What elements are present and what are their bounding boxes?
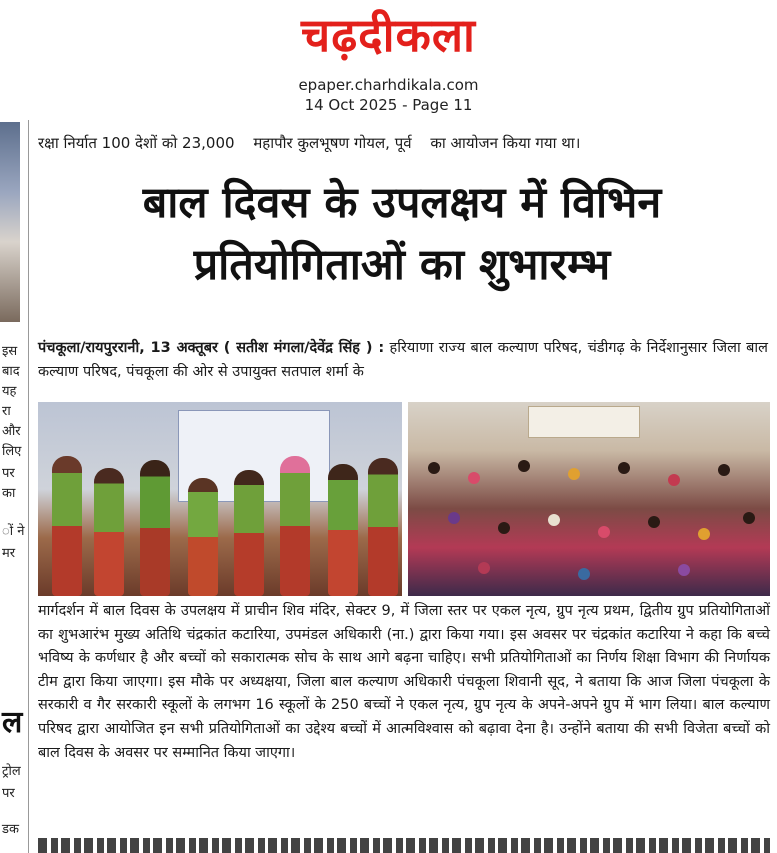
crowd-figure [428, 462, 440, 474]
left-fragment: यह [2, 384, 17, 399]
left-fragment: और [2, 424, 21, 439]
left-fragment: ट्रोल [2, 764, 21, 779]
left-fragment: रा [2, 404, 11, 419]
previous-story-fragment: महापौर कुलभूषण गोयल, पूर्व [253, 134, 412, 152]
crowd-figure [678, 564, 690, 576]
edition-date-page: 14 Oct 2025 - Page 11 [304, 96, 473, 114]
previous-story-fragment: का आयोजन किया गया था। [430, 134, 581, 152]
dancer-figure [94, 468, 124, 596]
left-fragment: का [2, 486, 16, 501]
dancer-figure [140, 460, 170, 596]
crowd-figure [598, 526, 610, 538]
lead-text: हरियाणा राज्य बाल कल्याण परिषद, चंडीगढ़ के निर्देशानुसार जिला बाल कल्याण परिषद, पंचकूला की ओर से उपायुक्त सतपाल शर्मा के [38, 340, 769, 380]
dancer-figure [280, 456, 310, 596]
previous-story-fragment: रक्षा निर्यात 100 देशों को 23,000 [38, 134, 235, 152]
left-fragment: ों ने [2, 524, 25, 539]
headline-line: प्रतियोगिताओं का शुभारम्भ [193, 240, 611, 290]
crowd-figure [568, 468, 580, 480]
photo-dancers-stage [38, 402, 402, 596]
crowd-figure [548, 514, 560, 526]
dancer-figure [188, 478, 218, 596]
next-headline-clipped [38, 838, 770, 853]
crowd-figure [718, 464, 730, 476]
photo-children-group [408, 402, 770, 596]
hall-banner [528, 406, 640, 438]
article-body: मार्गदर्शन में बाल दिवस के उपलक्षय में प्राचीन शिव मंदिर, सेक्टर 9, में जिला स्तर पर एकल नृत्य, ग्रुप नृत्य प्रथम, द्वितीय ग्रुप प्रतियोगिताओं का शुभआरंभ मुख्य अतिथि चंद्रकांत कटारिया, उपमंडल अधिकारी (ना.) द्वारा किया गया। इस अवसर पर चंद्रकांत कटारिया ने कहा कि बच्चे भविष्य के कर्णधार है और बच्चों को सकारात्मक सोच के साथ आगे बढ़ना चाहिए। सभी प्रतियोगिताओं का निर्णय शिक्षा विभाग की निर्णायक टीम द्वारा किया जाएगा। इस मौके पर अध्यक्षया, जिला बाल कल्याण अधिकारी पंचकूला शिवानी सूद, ने बताया कि आज जिला पंचकूला के सरकारी व गैर सरकारी स्कूलों के लगभग 16 स्कूलों के 250 बच्चों ने एकल नृत्य, ग्रुप नृत्य के अपने-अपने ग्रुप में भाग लिया। बाल कल्याण परिषद द्वारा आयोजित इन सभी प्रतियोगिताओं का उद्देश्य बच्चों में आत्मविश्वास को बढ़ावा देना है। उन्होंने बताया की सभी विजेता बच्चों को बाल दिवस के अवसर पर सम्मानित किया जाएगा। [38, 603, 770, 761]
left-fragment: बाद [2, 364, 20, 379]
crowd-figure [648, 516, 660, 528]
left-big-glyph: ल [2, 705, 23, 740]
column-divider [28, 120, 29, 853]
left-fragment: लिए [2, 444, 22, 459]
dancer-figure [328, 464, 358, 596]
crowd-figure [618, 462, 630, 474]
headline-line: बाल दिवस के उपलक्षय में विभिन [142, 178, 662, 228]
left-neighbour-column [0, 120, 27, 853]
left-fragment: मर [2, 546, 16, 561]
crowd-figure [518, 460, 530, 472]
article-headline [34, 172, 770, 296]
masthead [0, 0, 777, 120]
left-neighbour-photo [0, 122, 20, 322]
crowd-figure [498, 522, 510, 534]
left-fragment: डक [2, 822, 19, 837]
crowd-figure [668, 474, 680, 486]
dancer-figure [368, 458, 398, 596]
crowd-figure [448, 512, 460, 524]
crowd-figure [468, 472, 480, 484]
crowd-figure [578, 568, 590, 580]
left-fragment: इस [2, 344, 18, 359]
newspaper-logo: चढ़दीकला [301, 8, 476, 62]
left-fragment: पर [2, 786, 15, 801]
dateline: पंचकूला/रायपुररानी, 13 अक्तूबर ( सतीश मंगला/देवेंद्र सिंह ) : [38, 340, 385, 356]
dancer-figure [234, 470, 264, 596]
crowd-figure [743, 512, 755, 524]
previous-story-line [38, 133, 768, 153]
crowd-figure [698, 528, 710, 540]
dancer-figure [52, 456, 82, 596]
crowd-figure [478, 562, 490, 574]
left-fragment: पर [2, 466, 15, 481]
article-lead [38, 336, 768, 384]
site-url[interactable]: epaper.charhdikala.com [298, 76, 479, 94]
